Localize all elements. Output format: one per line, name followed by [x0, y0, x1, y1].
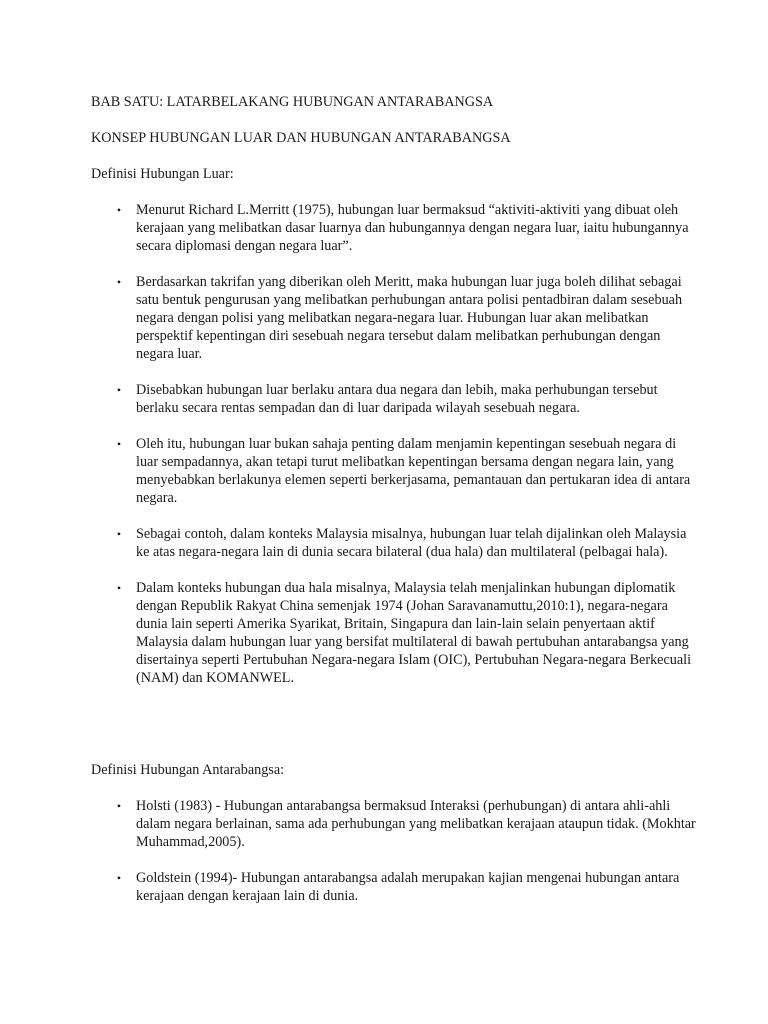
chapter-title: BAB SATU: LATARBELAKANG HUBUNGAN ANTARABANGSA — [91, 94, 494, 110]
list-item — [0, 381, 768, 417]
concept-title: KONSEP HUBUNGAN LUAR DAN HUBUNGAN ANTARABANGSA — [91, 130, 511, 146]
bullet-icon: • — [116, 581, 122, 595]
list-item-text: Disebabkan hubungan luar berlaku antara dua negara dan lebih, maka perhubungan tersebut berlaku secara rentas sempadan dan di luar daripada wilayah sesebuah negara. — [136, 382, 658, 416]
list-item — [0, 201, 768, 255]
bullet-icon: • — [116, 799, 122, 813]
list-item — [0, 525, 768, 561]
section-heading-hubungan-antarabangsa: Definisi Hubungan Antarabangsa: — [91, 762, 285, 778]
list-item — [0, 435, 768, 507]
list-item — [0, 579, 768, 687]
bullet-icon: • — [116, 527, 122, 541]
hubungan-luar-list — [0, 201, 768, 687]
bullet-icon: • — [116, 437, 122, 451]
bullet-icon: • — [116, 203, 122, 217]
bullet-icon: • — [116, 383, 122, 397]
list-item-text: Sebagai contoh, dalam konteks Malaysia misalnya, hubungan luar telah dijalinkan oleh Malaysia ke atas negara-negara lain di dunia secara bilateral (dua hala) dan multilateral (pelbagai hala). — [136, 526, 687, 560]
list-item-text: Goldstein (1994)- Hubungan antarabangsa adalah merupakan kajian mengenai hubungan antara kerajaan dengan kerajaan lain di dunia. — [136, 870, 680, 904]
list-item-text: Holsti (1983) - Hubungan antarabangsa bermaksud Interaksi (perhubungan) di antara ahli-ahli dalam negara berlainan, sama ada perhubungan yang melibatkan kerajaan ataupun tidak. (Mokhtar Muhammad,2005). — [136, 798, 696, 850]
list-item — [0, 797, 768, 851]
section-heading-hubungan-luar: Definisi Hubungan Luar: — [91, 166, 234, 182]
hubungan-antarabangsa-list — [0, 797, 768, 905]
list-item-text: Dalam konteks hubungan dua hala misalnya, Malaysia telah menjalinkan hubungan diplomatik dengan Republik Rakyat China semenjak 1974 (Johan Saravanamuttu,2010:1), negara-negara dunia lain seperti Amerika Syarikat, Britain, Singapura dan lain-lain selain penyertaan aktif Malaysia dalam hubungan luar yang bersifat multilateral di bawah pertubuhan antarabangsa yang disertainya seperti Pertubuhan Negara-negara Islam (OIC), Pertubuhan Negara-negara Berkecuali (NAM) dan KOMANWEL. — [136, 580, 692, 686]
list-item — [0, 869, 768, 905]
bullet-icon: • — [116, 275, 122, 289]
list-item-text: Berdasarkan takrifan yang diberikan oleh Meritt, maka hubungan luar juga boleh dilihat sebagai satu bentuk pengurusan yang melibatkan perhubungan antara polisi pentadbiran dalam sesebuah negara dengan polisi yang melibatkan negara-negara luar. Hubungan luar akan melibatkan perspektif kepentingan diri sesebuah negara tersebut dalam melibatkan perhubungan dengan negara luar. — [136, 274, 683, 362]
list-item-text: Menurut Richard L.Merritt (1975), hubungan luar bermaksud “aktiviti-aktiviti yang dibuat oleh kerajaan yang melibatkan dasar luarnya dan hubungannya dengan negara luar, iaitu hubungannya secara diplomasi dengan negara luar”. — [136, 202, 689, 254]
list-item-text: Oleh itu, hubungan luar bukan sahaja penting dalam menjamin kepentingan sesebuah negara di luar sempadannya, akan tetapi turut melibatkan kepentingan bersama dengan negara lain, yang menyebabkan berlakunya elemen seperti berkerjasama, pemantauan dan pertukaran idea di antara negara. — [136, 436, 691, 506]
list-item — [0, 273, 768, 363]
bullet-icon: • — [116, 871, 122, 885]
